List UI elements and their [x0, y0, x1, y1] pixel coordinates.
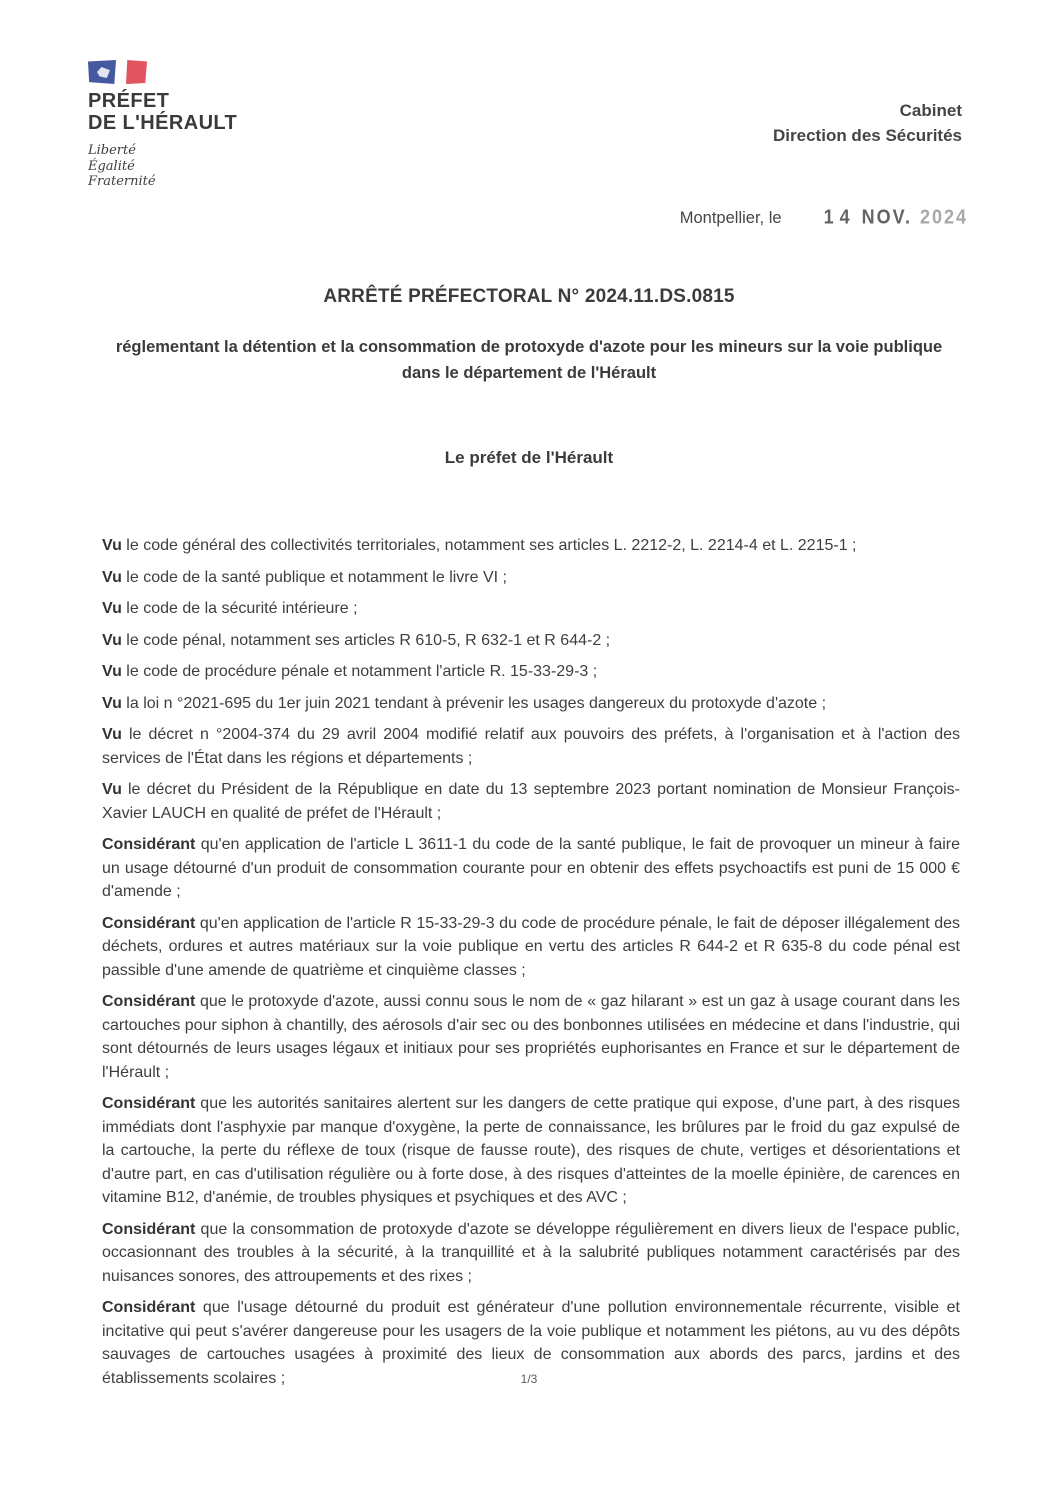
considerant-lead: Considérant	[102, 1220, 196, 1238]
considerant-paragraph	[102, 833, 960, 904]
issuing-service	[773, 98, 962, 148]
considerant-lead: Considérant	[102, 993, 196, 1010]
considerant-text: que la consommation de protoxyde d'azote se développe régulièrement en divers lieux de l'espace public, occasionnant des troubles à la sécurité, à la tranquillité et à la salubrité publiques notamment caractérisés par des nuisances sonores, des attroupements et des rixes ;	[102, 1220, 960, 1285]
visa-paragraph	[102, 534, 960, 558]
visa-text: le décret n °2004-374 du 29 avril 2004 modifié relatif aux pouvoirs des préfets, à l'organisation et à l'action des services de l'État dans les régions et départements ;	[102, 726, 960, 767]
considerant-paragraph	[102, 1218, 960, 1289]
visa-paragraph	[102, 778, 960, 825]
visa-lead: Vu	[102, 600, 122, 617]
considerant-text: que les autorités sanitaires alertent sur les dangers de cette pratique qui expose, d'une part, à des risques immédiats dont l'asphyxie par manque d'oxygène, la perte de connaissance, les brûlures par le froid du gaz expulsé de la cartouche, la perte du réflexe de toux (risque de fausse route), des risques de chute, vertiges et désorientations et d'autre part, en cas d'utilisation régulière ou à forte dose, à des risques d'atteintes de la moelle épinière, de carences en vitamine B12, d'anémie, de troubles physiques et psychiques et des AVC ;	[102, 1095, 960, 1206]
motto-liberte: Liberté	[88, 143, 136, 158]
document-body	[102, 534, 960, 1398]
visa-paragraph	[102, 692, 960, 716]
prefecture-name-line1: PRÉFET	[88, 90, 170, 112]
page-number: 1/3	[520, 1372, 538, 1386]
considerant-lead: Considérant	[102, 1095, 196, 1112]
considerant-text: que l'usage détourné du produit est générateur d'une pollution environnementale récurrente, visible et incitative qui peut s'avérer dangereuse pour les usagers de la voie publique et notamment les piétons, au vu des dépôts sauvages de cartouches usagées à proximité des lieux de consommation aux abords des parcs, jardins et des établissements scolaires ;	[102, 1299, 960, 1387]
visa-lead: Vu	[102, 663, 122, 680]
considerant-lead: Considérant	[102, 1299, 196, 1316]
stamp-year: 2024	[919, 205, 968, 229]
considerant-text: que le protoxyde d'azote, aussi connu sous le nom de « gaz hilarant » est un gaz à usage courant dans les cartouches pour siphon à chantilly, des aérosols d'air sec ou des bonbonnes utilisées en médecine et dans l'industrie, qui sont détournés de leurs usages légaux et initiaux pour ses propriétés euphorisantes en France et sur le département de l'Hérault ;	[102, 993, 960, 1081]
place-date-line	[680, 207, 968, 228]
stamp-day: 14	[823, 205, 856, 229]
salutation: Le préfet de l'Hérault	[444, 448, 614, 467]
prefecture-name-line2: DE L'HÉRAULT	[88, 112, 238, 134]
visa-lead: Vu	[102, 568, 122, 586]
visa-text: le décret du Président de la République en date du 13 septembre 2023 portant nomination de Monsieur François-Xavier LAUCH en qualité de préfet de l'Hérault ;	[102, 781, 960, 822]
visa-lead: Vu	[102, 694, 122, 712]
considerant-text: qu'en application de l'article L 3611-1 du code de la santé publique, le fait de provoquer un mineur à faire un usage détourné d'un produit de consommation courante pour en obtenir des effets psychoactifs est puni de 15 000 € d'amende ;	[102, 836, 960, 900]
considerant-lead: Considérant	[102, 836, 196, 853]
visa-text: le code de procédure pénale et notamment l'article R. 15-33-29-3 ;	[121, 663, 598, 680]
visa-paragraph	[102, 723, 960, 770]
visa-text: le code de la sécurité intérieure ;	[121, 600, 358, 617]
visa-lead: Vu	[102, 537, 122, 554]
service-direction: Direction des Sécurités	[773, 126, 962, 145]
document-subtitle: réglementant la détention et la consommation de protoxyde d'azote pour les mineurs sur la voie publique dans le département de l'Hérault	[115, 338, 943, 382]
visa-text: le code pénal, notamment ses articles R 610-5, R 632-1 et R 644-2 ;	[121, 631, 611, 649]
flag-red-block	[126, 60, 147, 84]
visa-text: le code de la santé publique et notamment le livre VI ;	[121, 568, 507, 586]
considerant-paragraph	[102, 912, 960, 983]
visa-text: le code général des collectivités territoriales, notamment ses articles L. 2212-2, L. 2214-4 et L. 2215-1 ;	[121, 537, 857, 554]
document-title: ARRÊTÉ PRÉFECTORAL N° 2024.11.DS.0815	[323, 286, 735, 307]
visa-paragraph	[102, 660, 960, 684]
prefecture-logo	[88, 60, 237, 190]
republic-motto	[88, 143, 237, 190]
visa-lead: Vu	[102, 781, 122, 798]
place-label: Montpellier, le	[679, 209, 782, 227]
considerant-lead: Considérant	[102, 914, 196, 932]
visa-paragraph	[102, 629, 960, 653]
visa-paragraph	[102, 597, 960, 621]
visa-lead: Vu	[102, 726, 122, 743]
date-stamp	[824, 206, 968, 230]
motto-fraternite: Fraternité	[88, 174, 156, 189]
considerant-paragraph	[102, 1092, 960, 1210]
visa-paragraph	[102, 566, 960, 590]
considerant-paragraph	[102, 990, 960, 1084]
french-flag-icon	[88, 60, 237, 84]
visa-text: la loi n °2021-695 du 1er juin 2021 tendant à prévenir les usages dangereux du protoxyde d'azote ;	[121, 694, 827, 712]
service-cabinet: Cabinet	[899, 101, 962, 120]
stamp-month: NOV.	[861, 205, 912, 229]
visa-lead: Vu	[102, 631, 122, 649]
considerant-text: qu'en application de l'article R 15-33-29-3 du code de procédure pénale, le fait de déposer illégalement des déchets, ordures et autres matériaux sur la voie publique en vertu des articles R 644-2 et R 635-8 du code pénal est passible d'une amende de quatrième et cinquième classes ;	[102, 914, 960, 979]
motto-egalite: Égalité	[88, 158, 135, 174]
flag-blue-block	[88, 60, 116, 84]
